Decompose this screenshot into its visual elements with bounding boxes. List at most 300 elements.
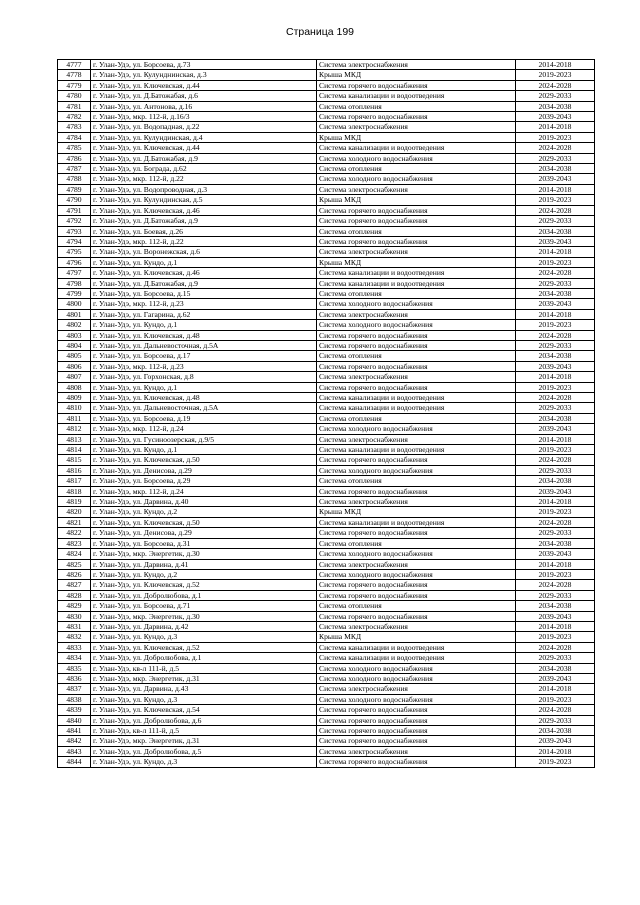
address-cell: г. Улан-Удэ, мкр. 112-й, д.23 xyxy=(91,361,317,371)
period-cell: 2014-2018 xyxy=(516,184,595,194)
period-cell: 2014-2018 xyxy=(516,60,595,70)
period-cell: 2024-2028 xyxy=(516,205,595,215)
system-cell: Система горячего водоснабжения xyxy=(317,486,516,496)
address-cell: г. Улан-Удэ, ул. Водопадная, д.22 xyxy=(91,122,317,132)
period-cell: 2014-2018 xyxy=(516,247,595,257)
row-number-cell: 4794 xyxy=(58,236,91,246)
address-cell: г. Улан-Удэ, мкр. 112-й, д.16/3 xyxy=(91,112,317,122)
table-row xyxy=(58,538,595,548)
system-cell: Крыша МКД xyxy=(317,257,516,267)
table-row xyxy=(58,549,595,559)
period-cell: 2019-2023 xyxy=(516,569,595,579)
row-number-cell: 4844 xyxy=(58,757,91,767)
table-row xyxy=(58,465,595,475)
data-table xyxy=(57,59,595,768)
row-number-cell: 4779 xyxy=(58,80,91,90)
row-number-cell: 4824 xyxy=(58,549,91,559)
address-cell: г. Улан-Удэ, мкр. Энергетик, д.31 xyxy=(91,736,317,746)
system-cell: Система канализации и водоотведения xyxy=(317,403,516,413)
row-number-cell: 4813 xyxy=(58,434,91,444)
system-cell: Крыша МКД xyxy=(317,632,516,642)
address-cell: г. Улан-Удэ, ул. Гусиноозерская, д.9/5 xyxy=(91,434,317,444)
row-number-cell: 4816 xyxy=(58,465,91,475)
period-cell: 2019-2023 xyxy=(516,382,595,392)
address-cell: г. Улан-Удэ, ул. Водопроводная, д.3 xyxy=(91,184,317,194)
system-cell: Система отопления xyxy=(317,101,516,111)
period-cell: 2019-2023 xyxy=(516,132,595,142)
address-cell: г. Улан-Удэ, ул. Ключевская, д.54 xyxy=(91,705,317,715)
row-number-cell: 4841 xyxy=(58,726,91,736)
address-cell: г. Улан-Удэ, ул. Ключевская, д.50 xyxy=(91,455,317,465)
period-cell: 2019-2023 xyxy=(516,195,595,205)
table-row xyxy=(58,507,595,517)
table-row xyxy=(58,80,595,90)
address-cell: г. Улан-Удэ, ул. Ключевская, д.52 xyxy=(91,642,317,652)
period-cell: 2039-2043 xyxy=(516,736,595,746)
address-cell: г. Улан-Удэ, ул. Дарвина, д.42 xyxy=(91,621,317,631)
table-row xyxy=(58,309,595,319)
table-row xyxy=(58,476,595,486)
table-row xyxy=(58,122,595,132)
system-cell: Система отопления xyxy=(317,601,516,611)
table-row xyxy=(58,195,595,205)
period-cell: 2014-2018 xyxy=(516,122,595,132)
period-cell: 2019-2023 xyxy=(516,507,595,517)
table-body xyxy=(58,60,595,768)
period-cell: 2029-2033 xyxy=(516,653,595,663)
system-cell: Система холодного водоснабжения xyxy=(317,174,516,184)
system-cell: Система горячего водоснабжения xyxy=(317,611,516,621)
period-cell: 2029-2033 xyxy=(516,153,595,163)
period-cell: 2024-2028 xyxy=(516,705,595,715)
address-cell: г. Улан-Удэ, ул. Д.Батожабая, д.9 xyxy=(91,153,317,163)
system-cell: Система горячего водоснабжения xyxy=(317,216,516,226)
address-cell: г. Улан-Удэ, ул. Ключевская, д.44 xyxy=(91,80,317,90)
row-number-cell: 4840 xyxy=(58,715,91,725)
row-number-cell: 4815 xyxy=(58,455,91,465)
system-cell: Система холодного водоснабжения xyxy=(317,465,516,475)
row-number-cell: 4828 xyxy=(58,590,91,600)
table-row xyxy=(58,112,595,122)
row-number-cell: 4791 xyxy=(58,205,91,215)
period-cell: 2039-2043 xyxy=(516,549,595,559)
period-cell: 2024-2028 xyxy=(516,330,595,340)
row-number-cell: 4800 xyxy=(58,299,91,309)
address-cell: г. Улан-Удэ, кв-л 111-й, д.5 xyxy=(91,726,317,736)
system-cell: Система отопления xyxy=(317,538,516,548)
period-cell: 2024-2028 xyxy=(516,642,595,652)
period-cell: 2034-2038 xyxy=(516,351,595,361)
period-cell: 2039-2043 xyxy=(516,673,595,683)
table-row xyxy=(58,424,595,434)
period-cell: 2029-2033 xyxy=(516,528,595,538)
period-cell: 2029-2033 xyxy=(516,278,595,288)
system-cell: Система горячего водоснабжения xyxy=(317,382,516,392)
period-cell: 2034-2038 xyxy=(516,164,595,174)
period-cell: 2039-2043 xyxy=(516,611,595,621)
system-cell: Система отопления xyxy=(317,351,516,361)
system-cell: Система горячего водоснабжения xyxy=(317,757,516,767)
system-cell: Система горячего водоснабжения xyxy=(317,705,516,715)
table-row xyxy=(58,184,595,194)
row-number-cell: 4795 xyxy=(58,247,91,257)
period-cell: 2014-2018 xyxy=(516,309,595,319)
address-cell: г. Улан-Удэ, ул. Ключевская, д.46 xyxy=(91,268,317,278)
table-row xyxy=(58,132,595,142)
address-cell: г. Улан-Удэ, ул. Ключевская, д.50 xyxy=(91,517,317,527)
row-number-cell: 4834 xyxy=(58,653,91,663)
row-number-cell: 4782 xyxy=(58,112,91,122)
system-cell: Система холодного водоснабжения xyxy=(317,549,516,559)
table-row xyxy=(58,153,595,163)
table-row xyxy=(58,653,595,663)
system-cell: Система отопления xyxy=(317,413,516,423)
table-row xyxy=(58,601,595,611)
period-cell: 2039-2043 xyxy=(516,112,595,122)
table-row xyxy=(58,393,595,403)
row-number-cell: 4821 xyxy=(58,517,91,527)
period-cell: 2029-2033 xyxy=(516,465,595,475)
address-cell: г. Улан-Удэ, ул. Денисова, д.29 xyxy=(91,528,317,538)
table-row xyxy=(58,497,595,507)
row-number-cell: 4835 xyxy=(58,663,91,673)
period-cell: 2034-2038 xyxy=(516,538,595,548)
table-row xyxy=(58,632,595,642)
address-cell: г. Улан-Удэ, ул. Кундо, д.2 xyxy=(91,569,317,579)
address-cell: г. Улан-Удэ, ул. Борсоева, д.15 xyxy=(91,288,317,298)
row-number-cell: 4812 xyxy=(58,424,91,434)
period-cell: 2034-2038 xyxy=(516,663,595,673)
system-cell: Система электроснабжения xyxy=(317,434,516,444)
system-cell: Крыша МКД xyxy=(317,132,516,142)
table-row xyxy=(58,372,595,382)
system-cell: Система горячего водоснабжения xyxy=(317,736,516,746)
system-cell: Система холодного водоснабжения xyxy=(317,153,516,163)
table-row xyxy=(58,91,595,101)
period-cell: 2019-2023 xyxy=(516,70,595,80)
period-cell: 2024-2028 xyxy=(516,268,595,278)
period-cell: 2029-2033 xyxy=(516,590,595,600)
row-number-cell: 4793 xyxy=(58,226,91,236)
address-cell: г. Улан-Удэ, мкр. Энергетик, д.30 xyxy=(91,611,317,621)
period-cell: 2024-2028 xyxy=(516,80,595,90)
row-number-cell: 4788 xyxy=(58,174,91,184)
system-cell: Система горячего водоснабжения xyxy=(317,340,516,350)
system-cell: Система канализации и водоотведения xyxy=(317,517,516,527)
system-cell: Система холодного водоснабжения xyxy=(317,663,516,673)
address-cell: г. Улан-Удэ, ул. Ключевская, д.52 xyxy=(91,580,317,590)
row-number-cell: 4831 xyxy=(58,621,91,631)
table-row xyxy=(58,288,595,298)
address-cell: г. Улан-Удэ, ул. Д.Батожабая, д.9 xyxy=(91,216,317,226)
table-row xyxy=(58,528,595,538)
row-number-cell: 4829 xyxy=(58,601,91,611)
address-cell: г. Улан-Удэ, ул. Горхонская, д.8 xyxy=(91,372,317,382)
table-row xyxy=(58,663,595,673)
system-cell: Система горячего водоснабжения xyxy=(317,528,516,538)
table-row xyxy=(58,247,595,257)
row-number-cell: 4803 xyxy=(58,330,91,340)
address-cell: г. Улан-Удэ, ул. Антонова, д.16 xyxy=(91,101,317,111)
table-row xyxy=(58,143,595,153)
table-row xyxy=(58,236,595,246)
address-cell: г. Улан-Удэ, ул. Кундо, д.1 xyxy=(91,257,317,267)
system-cell: Система канализации и водоотведения xyxy=(317,445,516,455)
system-cell: Система горячего водоснабжения xyxy=(317,112,516,122)
system-cell: Система электроснабжения xyxy=(317,309,516,319)
system-cell: Крыша МКД xyxy=(317,195,516,205)
system-cell: Система электроснабжения xyxy=(317,184,516,194)
system-cell: Система электроснабжения xyxy=(317,372,516,382)
row-number-cell: 4843 xyxy=(58,746,91,756)
period-cell: 2014-2018 xyxy=(516,497,595,507)
table-row xyxy=(58,340,595,350)
table-row xyxy=(58,715,595,725)
row-number-cell: 4818 xyxy=(58,486,91,496)
row-number-cell: 4801 xyxy=(58,309,91,319)
row-number-cell: 4786 xyxy=(58,153,91,163)
row-number-cell: 4825 xyxy=(58,559,91,569)
table-row xyxy=(58,268,595,278)
row-number-cell: 4814 xyxy=(58,445,91,455)
table-row xyxy=(58,382,595,392)
address-cell: г. Улан-Удэ, мкр. 112-й, д.22 xyxy=(91,174,317,184)
row-number-cell: 4822 xyxy=(58,528,91,538)
table-row xyxy=(58,164,595,174)
address-cell: г. Улан-Удэ, ул. Дальневосточная, д.5А xyxy=(91,340,317,350)
address-cell: г. Улан-Удэ, ул. Борсоева, д.29 xyxy=(91,476,317,486)
period-cell: 2019-2023 xyxy=(516,757,595,767)
address-cell: г. Улан-Удэ, ул. Денисова, д.29 xyxy=(91,465,317,475)
table-row xyxy=(58,205,595,215)
address-cell: г. Улан-Удэ, ул. Кундо, д.3 xyxy=(91,632,317,642)
system-cell: Система горячего водоснабжения xyxy=(317,80,516,90)
row-number-cell: 4808 xyxy=(58,382,91,392)
period-cell: 2029-2033 xyxy=(516,340,595,350)
row-number-cell: 4780 xyxy=(58,91,91,101)
table-row xyxy=(58,684,595,694)
table-row xyxy=(58,559,595,569)
address-cell: г. Улан-Удэ, ул. Кундо, д.1 xyxy=(91,320,317,330)
address-cell: г. Улан-Удэ, ул. Кундо, д.1 xyxy=(91,445,317,455)
period-cell: 2034-2038 xyxy=(516,288,595,298)
system-cell: Система электроснабжения xyxy=(317,122,516,132)
table-row xyxy=(58,299,595,309)
address-cell: г. Улан-Удэ, мкр. 112-й, д.24 xyxy=(91,424,317,434)
period-cell: 2034-2038 xyxy=(516,101,595,111)
period-cell: 2019-2023 xyxy=(516,632,595,642)
address-cell: г. Улан-Удэ, ул. Ключевская, д.46 xyxy=(91,205,317,215)
period-cell: 2039-2043 xyxy=(516,361,595,371)
system-cell: Система холодного водоснабжения xyxy=(317,694,516,704)
system-cell: Система электроснабжения xyxy=(317,247,516,257)
period-cell: 2029-2033 xyxy=(516,91,595,101)
period-cell: 2014-2018 xyxy=(516,372,595,382)
address-cell: г. Улан-Удэ, ул. Борсоева, д.73 xyxy=(91,60,317,70)
row-number-cell: 4790 xyxy=(58,195,91,205)
address-cell: г. Улан-Удэ, ул. Ключевская, д.44 xyxy=(91,143,317,153)
address-cell: г. Улан-Удэ, ул. Кулундинская, д.4 xyxy=(91,132,317,142)
table-row xyxy=(58,705,595,715)
row-number-cell: 4833 xyxy=(58,642,91,652)
address-cell: г. Улан-Удэ, ул. Кундо, д.3 xyxy=(91,694,317,704)
page-title: Страница 199 xyxy=(285,26,355,38)
row-number-cell: 4804 xyxy=(58,340,91,350)
period-cell: 2019-2023 xyxy=(516,320,595,330)
row-number-cell: 4819 xyxy=(58,497,91,507)
address-cell: г. Улан-Удэ, ул. Борсоева, д.17 xyxy=(91,351,317,361)
table-row xyxy=(58,330,595,340)
row-number-cell: 4805 xyxy=(58,351,91,361)
table-row xyxy=(58,746,595,756)
table-row xyxy=(58,70,595,80)
row-number-cell: 4832 xyxy=(58,632,91,642)
address-cell: г. Улан-Удэ, ул. Бограда, д.62 xyxy=(91,164,317,174)
table-row xyxy=(58,320,595,330)
table-row xyxy=(58,486,595,496)
row-number-cell: 4838 xyxy=(58,694,91,704)
period-cell: 2024-2028 xyxy=(516,455,595,465)
address-cell: г. Улан-Удэ, ул. Добролюбова, д.6 xyxy=(91,715,317,725)
period-cell: 2024-2028 xyxy=(516,393,595,403)
row-number-cell: 4842 xyxy=(58,736,91,746)
table-row xyxy=(58,445,595,455)
period-cell: 2014-2018 xyxy=(516,746,595,756)
row-number-cell: 4820 xyxy=(58,507,91,517)
system-cell: Система отопления xyxy=(317,476,516,486)
table-row xyxy=(58,434,595,444)
address-cell: г. Улан-Удэ, ул. Гагарина, д.62 xyxy=(91,309,317,319)
table-row xyxy=(58,101,595,111)
table-row xyxy=(58,351,595,361)
address-cell: г. Улан-Удэ, мкр. 112-й, д.23 xyxy=(91,299,317,309)
address-cell: г. Улан-Удэ, мкр. Энергетик, д.31 xyxy=(91,673,317,683)
system-cell: Система отопления xyxy=(317,164,516,174)
period-cell: 2024-2028 xyxy=(516,143,595,153)
row-number-cell: 4827 xyxy=(58,580,91,590)
row-number-cell: 4798 xyxy=(58,278,91,288)
table-row xyxy=(58,174,595,184)
table-row xyxy=(58,673,595,683)
address-cell: г. Улан-Удэ, ул. Борсоева, д.19 xyxy=(91,413,317,423)
address-cell: г. Улан-Удэ, ул. Кулунднинская, д.3 xyxy=(91,70,317,80)
row-number-cell: 4839 xyxy=(58,705,91,715)
period-cell: 2019-2023 xyxy=(516,445,595,455)
period-cell: 2034-2038 xyxy=(516,476,595,486)
period-cell: 2014-2018 xyxy=(516,559,595,569)
table-row xyxy=(58,611,595,621)
table-row xyxy=(58,726,595,736)
system-cell: Система холодного водоснабжения xyxy=(317,424,516,434)
address-cell: г. Улан-Удэ, ул. Кулундинская, д.5 xyxy=(91,195,317,205)
row-number-cell: 4837 xyxy=(58,684,91,694)
address-cell: г. Улан-Удэ, ул. Ключевская, д.48 xyxy=(91,393,317,403)
period-cell: 2034-2038 xyxy=(516,726,595,736)
row-number-cell: 4826 xyxy=(58,569,91,579)
period-cell: 2014-2018 xyxy=(516,621,595,631)
row-number-cell: 4784 xyxy=(58,132,91,142)
system-cell: Система горячего водоснабжения xyxy=(317,330,516,340)
system-cell: Система холодного водоснабжения xyxy=(317,569,516,579)
row-number-cell: 4809 xyxy=(58,393,91,403)
table-row xyxy=(58,413,595,423)
system-cell: Система электроснабжения xyxy=(317,497,516,507)
system-cell: Система канализации и водоотведения xyxy=(317,91,516,101)
table-row xyxy=(58,403,595,413)
address-cell: г. Улан-Удэ, ул. Борсоева, д.31 xyxy=(91,538,317,548)
system-cell: Система горячего водоснабжения xyxy=(317,590,516,600)
table-row xyxy=(58,580,595,590)
system-cell: Система горячего водоснабжения xyxy=(317,236,516,246)
address-cell: г. Улан-Удэ, ул. Борсоева, д.71 xyxy=(91,601,317,611)
system-cell: Система отопления xyxy=(317,226,516,236)
period-cell: 2019-2023 xyxy=(516,257,595,267)
table-row xyxy=(58,278,595,288)
row-number-cell: 4796 xyxy=(58,257,91,267)
row-number-cell: 4777 xyxy=(58,60,91,70)
address-cell: г. Улан-Удэ, ул. Дарвина, д.43 xyxy=(91,684,317,694)
period-cell: 2039-2043 xyxy=(516,424,595,434)
row-number-cell: 4799 xyxy=(58,288,91,298)
address-cell: г. Улан-Удэ, ул. Д.Батожабая, д.6 xyxy=(91,91,317,101)
row-number-cell: 4806 xyxy=(58,361,91,371)
system-cell: Система электроснабжения xyxy=(317,559,516,569)
address-cell: г. Улан-Удэ, ул. Добролюбова, д.5 xyxy=(91,746,317,756)
period-cell: 2039-2043 xyxy=(516,486,595,496)
address-cell: г. Улан-Удэ, кв-л 111-й, д.5 xyxy=(91,663,317,673)
table-row xyxy=(58,621,595,631)
system-cell: Система электроснабжения xyxy=(317,684,516,694)
row-number-cell: 4830 xyxy=(58,611,91,621)
period-cell: 2034-2038 xyxy=(516,226,595,236)
period-cell: 2039-2043 xyxy=(516,236,595,246)
row-number-cell: 4802 xyxy=(58,320,91,330)
address-cell: г. Улан-Удэ, ул. Добролюбова, д.1 xyxy=(91,653,317,663)
period-cell: 2029-2033 xyxy=(516,216,595,226)
row-number-cell: 4781 xyxy=(58,101,91,111)
system-cell: Система горячего водоснабжения xyxy=(317,715,516,725)
table-row xyxy=(58,569,595,579)
address-cell: г. Улан-Удэ, мкр. 112-й, д.22 xyxy=(91,236,317,246)
row-number-cell: 4783 xyxy=(58,122,91,132)
period-cell: 2024-2028 xyxy=(516,517,595,527)
address-cell: г. Улан-Удэ, мкр. 112-й, д.24 xyxy=(91,486,317,496)
table-row xyxy=(58,361,595,371)
row-number-cell: 4792 xyxy=(58,216,91,226)
address-cell: г. Улан-Удэ, ул. Добролюбова, д.1 xyxy=(91,590,317,600)
period-cell: 2039-2043 xyxy=(516,174,595,184)
address-cell: г. Улан-Удэ, ул. Кундо, д.3 xyxy=(91,757,317,767)
address-cell: г. Улан-Удэ, ул. Боевая, д.26 xyxy=(91,226,317,236)
system-cell: Система канализации и водоотведения xyxy=(317,653,516,663)
row-number-cell: 4807 xyxy=(58,372,91,382)
row-number-cell: 4810 xyxy=(58,403,91,413)
period-cell: 2034-2038 xyxy=(516,601,595,611)
period-cell: 2029-2033 xyxy=(516,403,595,413)
system-cell: Система отопления xyxy=(317,288,516,298)
address-cell: г. Улан-Удэ, ул. Ключевская, д.48 xyxy=(91,330,317,340)
row-number-cell: 4787 xyxy=(58,164,91,174)
system-cell: Крыша МКД xyxy=(317,507,516,517)
row-number-cell: 4797 xyxy=(58,268,91,278)
row-number-cell: 4823 xyxy=(58,538,91,548)
system-cell: Система горячего водоснабжения xyxy=(317,726,516,736)
address-cell: г. Улан-Удэ, ул. Кундо, д.2 xyxy=(91,507,317,517)
system-cell: Система холодного водоснабжения xyxy=(317,299,516,309)
address-cell: г. Улан-Удэ, ул. Дарвина, д.40 xyxy=(91,497,317,507)
period-cell: 2019-2023 xyxy=(516,694,595,704)
table-row xyxy=(58,455,595,465)
